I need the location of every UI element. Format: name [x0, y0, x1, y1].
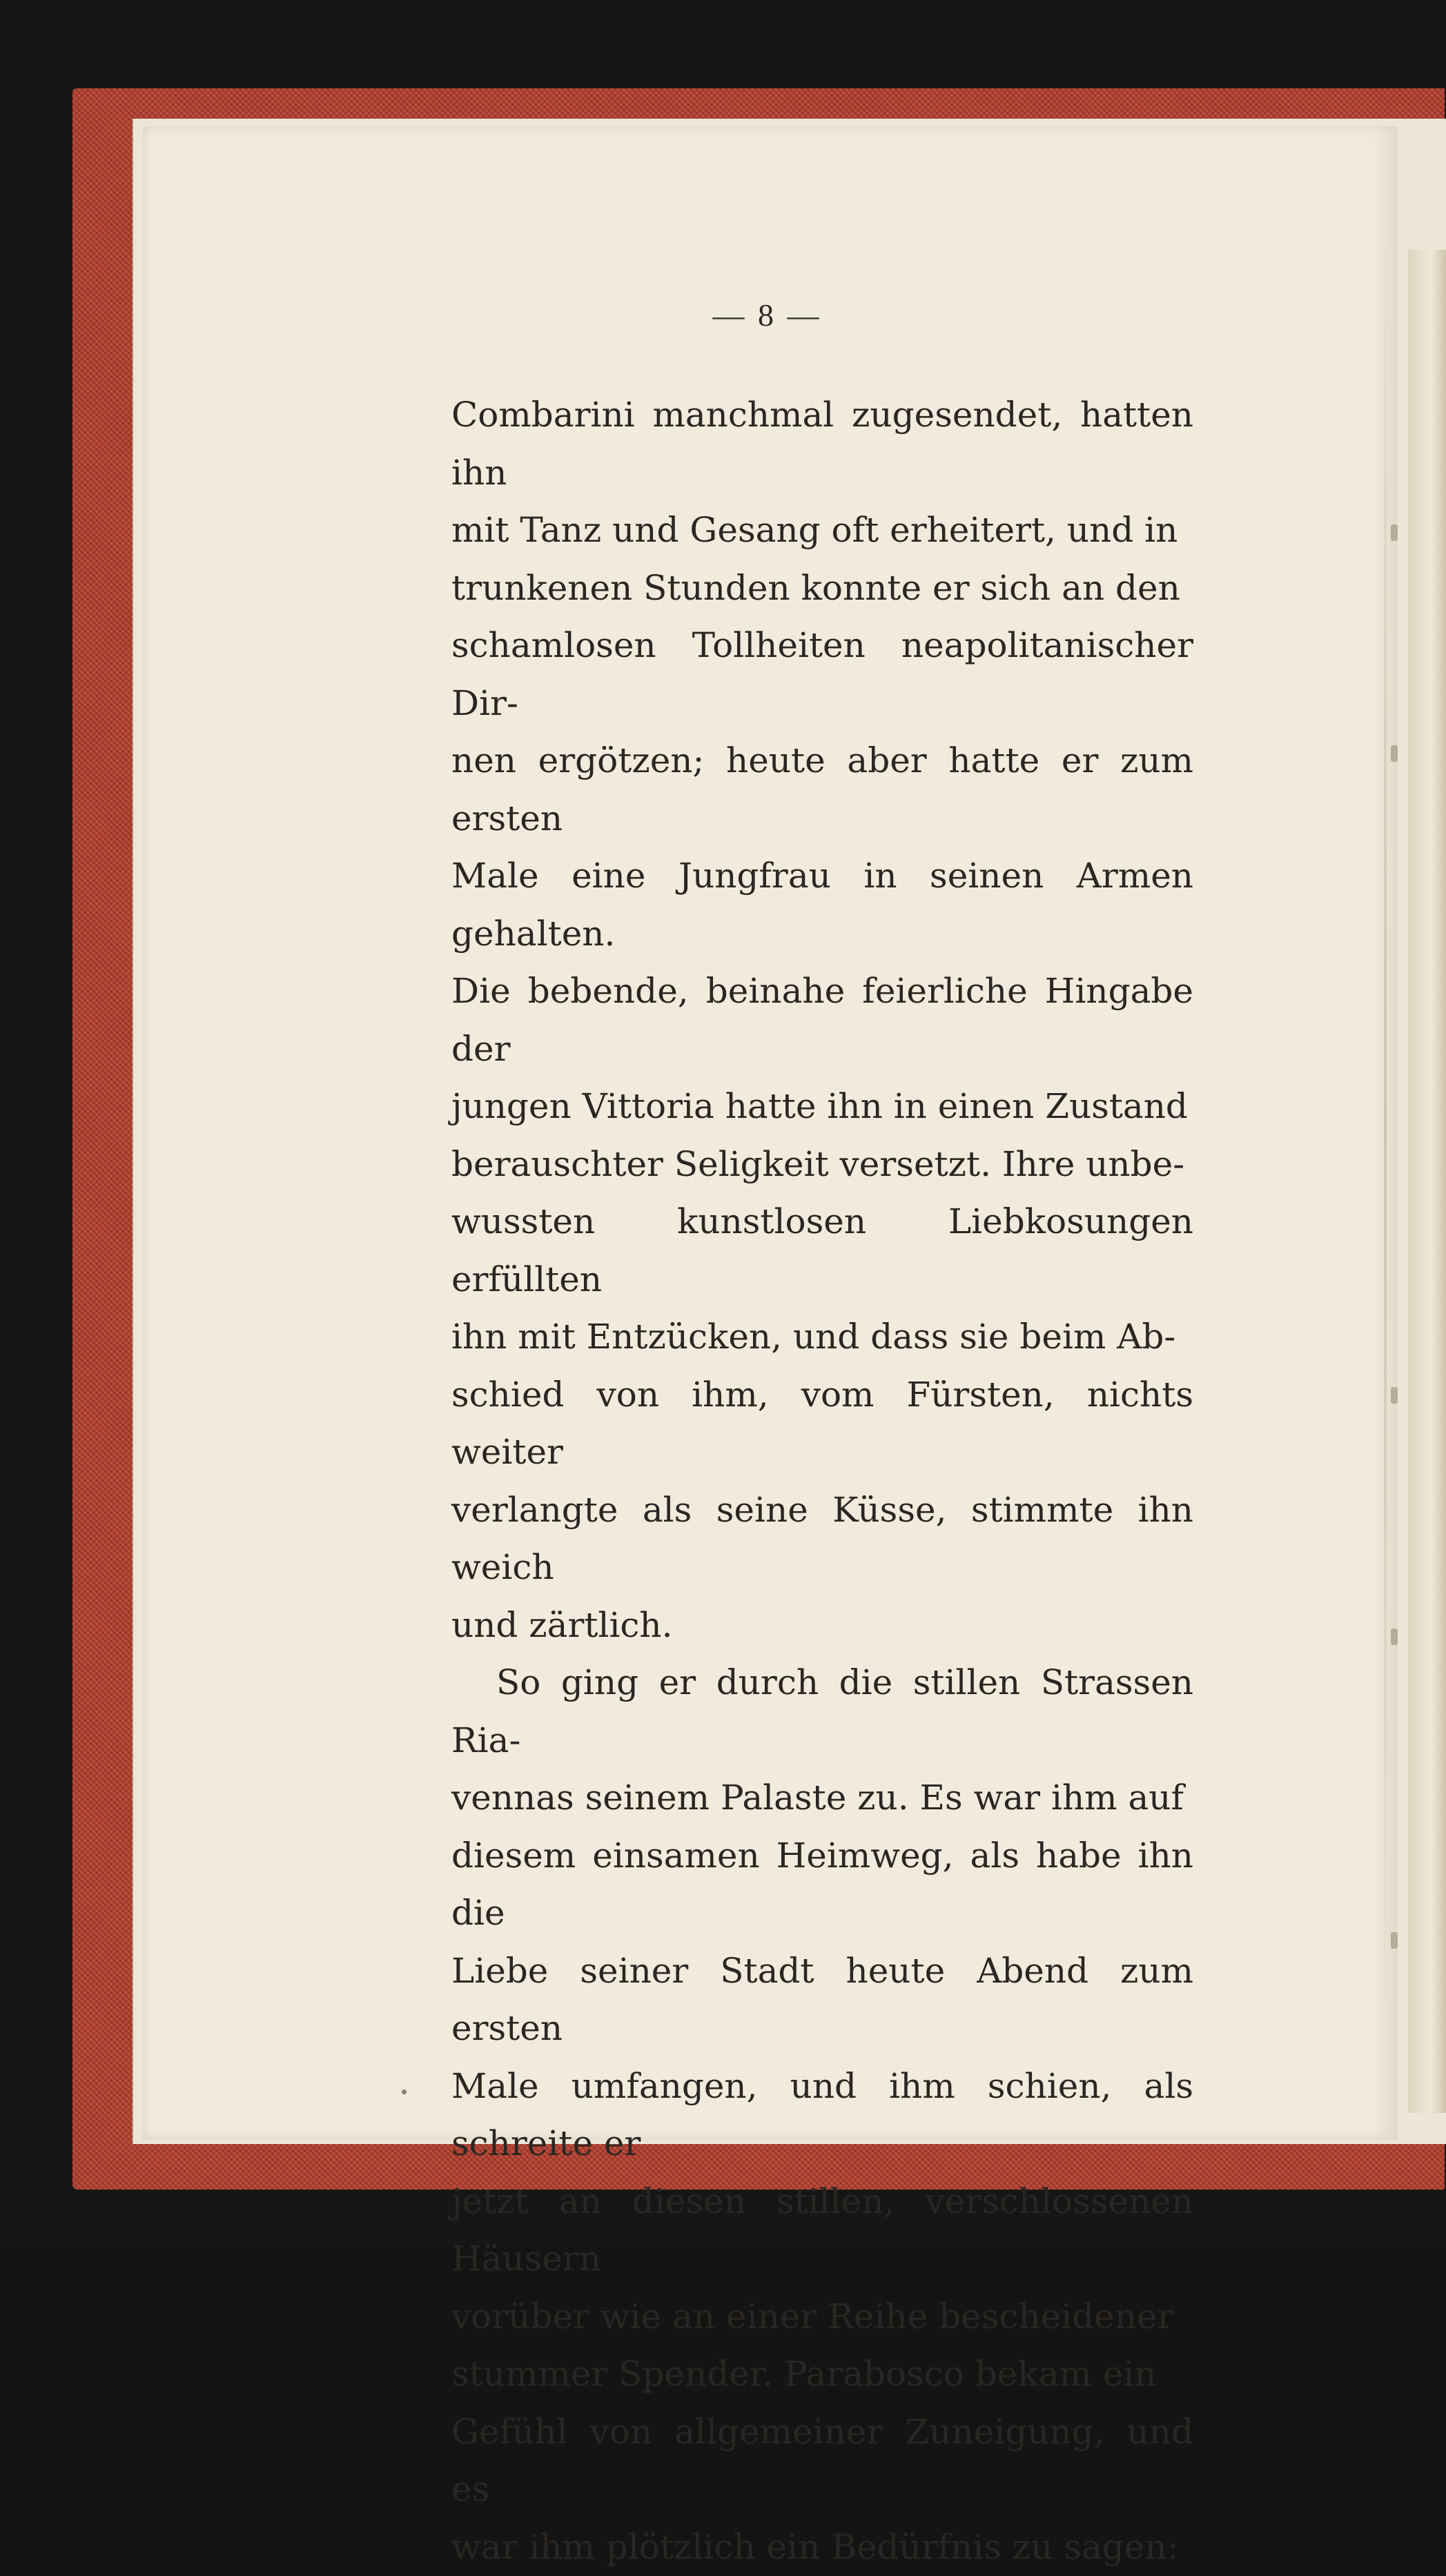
text-line: Male eine Jungfrau in seinen Armen gehalten. [451, 847, 1193, 963]
text-line: Liebe seiner Stadt heute Abend zum ersten [451, 1943, 1193, 2058]
page-number-header [0, 297, 1445, 333]
text-line: Male umfangen, und ihm schien, als schreite er [451, 2058, 1193, 2173]
page-number: — 8 — [713, 297, 822, 333]
text-line: berauschter Seligkeit versetzt. Ihre unbe- [451, 1136, 1193, 1194]
text-line: vennas seinem Palaste zu. Es war ihm auf [451, 1769, 1193, 1827]
page-speck [402, 2090, 407, 2094]
page-gutter-shadow [1384, 207, 1387, 2036]
binding-thread-mark [1391, 524, 1398, 541]
binding-thread-mark [1391, 1932, 1398, 1949]
text-line: Combarini manchmal zugesendet, hatten ihn [451, 386, 1193, 502]
text-line: ihn mit Entzücken, und dass sie beim Ab- [451, 1308, 1193, 1366]
page-stack-edge [1408, 250, 1446, 2113]
binding-thread-mark [1391, 1387, 1398, 1404]
text-line: stummer Spender. Parabosco bekam ein [451, 2346, 1193, 2403]
text-line: Gefühl von allgemeiner Zuneigung, und es [451, 2403, 1193, 2519]
text-line: jetzt an diesen stillen, verschlossenen Häusern [451, 2173, 1193, 2288]
text-line: trunkenen Stunden konnte er sich an den [451, 560, 1193, 618]
binding-thread-mark [1391, 1629, 1398, 1645]
binding-thread-mark [1391, 745, 1398, 762]
text-line: diesem einsamen Heimweg, als habe ihn die [451, 1827, 1193, 1943]
text-line: Die bebende, beinahe feierliche Hingabe der [451, 963, 1193, 1078]
text-line: schied von ihm, vom Fürsten, nichts weiter [451, 1366, 1193, 1482]
body-text [451, 386, 1193, 2576]
text-line: war ihm plötzlich ein Bedürfnis zu sagen: [451, 2519, 1193, 2576]
text-line: nen ergötzen; heute aber hatte er zum ersten [451, 732, 1193, 847]
text-line: jungen Vittoria hatte ihn in einen Zustand [451, 1078, 1193, 1136]
text-line: So ging er durch die stillen Strassen Ria- [451, 1654, 1193, 1769]
text-line: verlangte als seine Küsse, stimmte ihn weich [451, 1482, 1193, 1597]
text-line: mit Tanz und Gesang oft erheitert, und in [451, 502, 1193, 560]
text-line: vorüber wie an einer Reihe bescheidener [451, 2288, 1193, 2346]
text-line: schamlosen Tollheiten neapolitanischer Dir- [451, 617, 1193, 732]
text-line: und zärtlich. [451, 1597, 1193, 1655]
text-line: wussten kunstlosen Liebkosungen erfüllten [451, 1193, 1193, 1308]
